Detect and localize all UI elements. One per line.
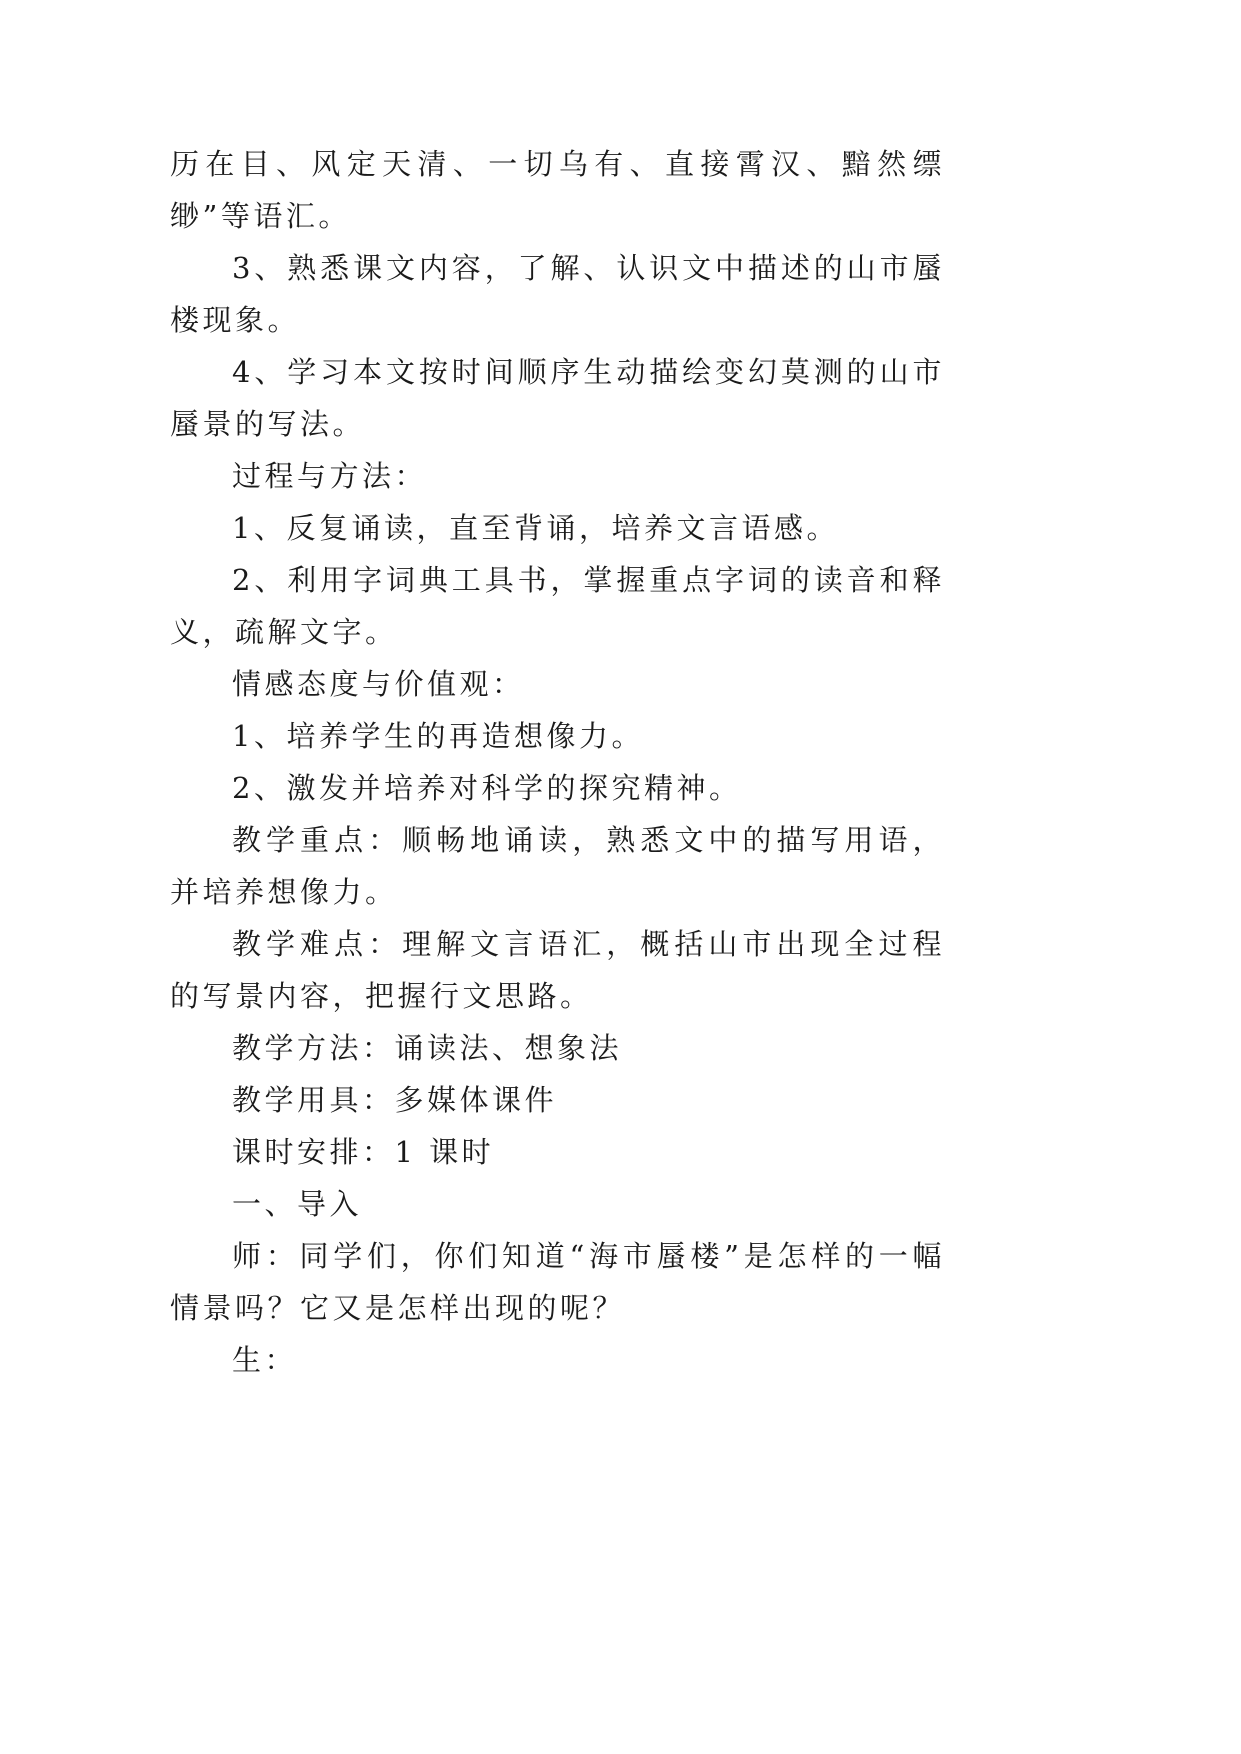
paragraph-key-point: 教学重点：顺畅地诵读，熟悉文中的描写用语，并培养想像力。 [170,823,945,909]
paragraph-goal-3: 3、熟悉课文内容，了解、认识文中描述的山市蜃楼现象。 [170,251,945,337]
paragraph-method-1: 1、反复诵读，直至背诵，培养文言语感。 [232,511,839,545]
paragraph-emotion-1: 1、培养学生的再造想像力。 [232,719,644,753]
paragraph-method-2: 2、利用字词典工具书，掌握重点字词的读音和释义，疏解文字。 [170,563,945,649]
paragraph-teacher-question: 师：同学们，你们知道“海市蜃楼”是怎样的一幅情景吗？它又是怎样出现的呢？ [170,1239,945,1325]
document-body [170,138,945,1386]
heading-emotion-values: 情感态度与价值观： [232,667,525,701]
paragraph-class-hours: 课时安排：1 课时 [232,1135,495,1169]
paragraph-goal-4: 4、学习本文按时间顺序生动描绘变幻莫测的山市蜃景的写法。 [170,355,945,441]
heading-introduction: 一、导入 [232,1187,363,1221]
heading-process-and-method: 过程与方法： [232,459,428,493]
paragraph-student-response: 生： [232,1343,298,1377]
paragraph-emotion-2: 2、激发并培养对科学的探究精神。 [232,771,742,805]
paragraph-teaching-tools: 教学用具：多媒体课件 [232,1083,558,1117]
paragraph-teaching-method: 教学方法：诵读法、想象法 [232,1031,623,1065]
paragraph-vocabulary-continued: 历在目、风定天清、一切乌有、直接霄汉、黯然缥缈”等语汇。 [170,147,945,233]
paragraph-difficulty: 教学难点：理解文言语汇，概括山市出现全过程的写景内容，把握行文思路。 [170,927,945,1013]
